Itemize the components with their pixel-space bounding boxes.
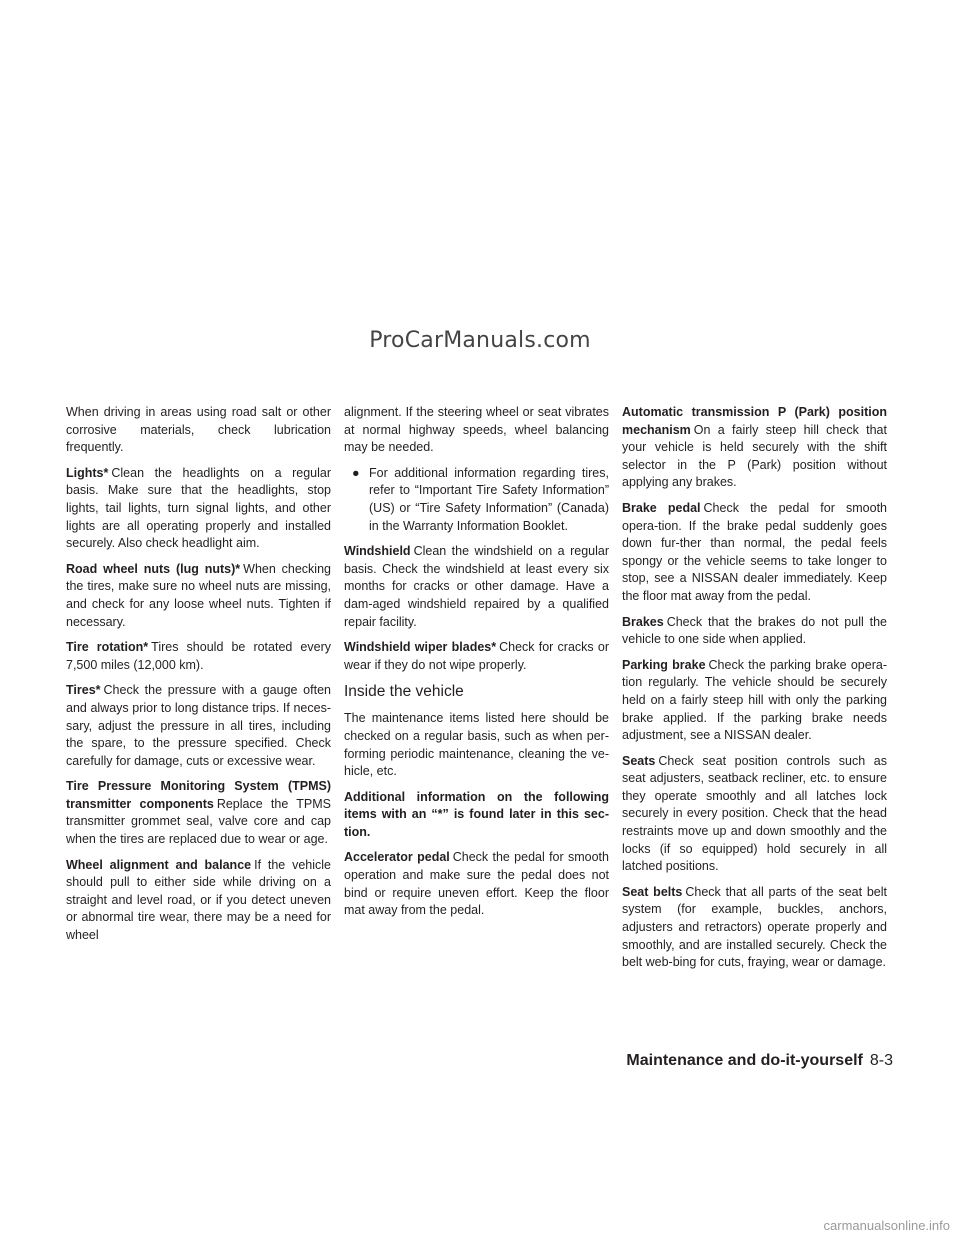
item-term: Automatic transmission P (Park) position mechanism — [622, 405, 887, 437]
item-windshield — [344, 543, 609, 631]
page-footer — [626, 1052, 893, 1070]
item-text: Check that all parts of the seat belt system (for example, buckles, anchors, adjusters and retractors) operate properly and smoothly, and are installed securely. Check the belt web-bing for cuts, fraying, wear or damage. — [622, 884, 888, 970]
item-term: Road wheel nuts (lug nuts)* — [66, 561, 241, 576]
item-tire-rotation — [66, 639, 331, 674]
item-brakes — [622, 614, 887, 649]
item-term: Lights* — [66, 465, 109, 480]
item-text: Check that the brakes do not pull the vehicle to one side when applied. — [622, 614, 887, 647]
bullet-icon: ● — [352, 465, 360, 480]
item-text: Check seat position controls such as seat adjusters, seatback recliner, etc. to ensure they operate smoothly and all latches lock securely in every position. Check that the head restraints move up and down smoothly and the locks (if so equipped) hold securely in all latched positions. — [622, 753, 887, 874]
item-text: Check for cracks or wear if they do not wipe properly. — [344, 640, 609, 672]
watermark-carmanualsonline: carmanualsonline.info — [823, 1218, 950, 1233]
page-number: 8-3 — [869, 1052, 893, 1069]
paragraph-intro: When driving in areas using road salt or other corrosive materials, check lubrication frequently. — [66, 405, 331, 455]
footer-section-title: Maintenance and do-it-yourself — [626, 1052, 863, 1069]
item-term: Brake pedal — [622, 500, 701, 515]
item-seats — [622, 753, 887, 876]
section-heading: Inside the vehicle — [344, 683, 464, 701]
item-term: Windshield wiper blades* — [344, 640, 497, 655]
column-3 — [622, 404, 887, 980]
item-lights — [66, 465, 331, 553]
item-term: Brakes — [622, 614, 664, 629]
item-wiper-blades — [344, 639, 609, 674]
item-term: Wheel alignment and balance — [66, 857, 252, 872]
item-text: Check the pedal for smooth operation and make sure the pedal does not bind or require uneven effort. Keep the floor mat away from the pedal. — [344, 850, 609, 918]
item-text: Tires should be rotated every 7,500 miles (12,000 km). — [66, 640, 331, 672]
item-park-mechanism — [622, 404, 887, 492]
item-text: Check the pressure with a gauge often and always prior to long distance trips. If neces-sary, adjust the pressure in all tires, including the spare, to the pressure specified. Check carefully for damage, cuts or excessive wear. — [66, 683, 331, 768]
item-term: Seats — [622, 753, 656, 768]
bold-note: Additional information on the following items with an “*” is found later in this sec-tion. — [344, 789, 609, 839]
item-text: On a fairly steep hill check that your vehicle is held securely with the shift selector in the P (Park) position without applying any brakes. — [622, 422, 887, 490]
item-tpms — [66, 778, 331, 848]
bullet-item — [344, 465, 609, 535]
column-1 — [66, 404, 331, 953]
item-text: Clean the windshield on a regular basis. Check the windshield at least every six months for cracks or other damage. Have a dam-aged windshield repaired by a qualified repair facility. — [344, 544, 609, 629]
item-text: Check the pedal for smooth opera-tion. If the brake pedal suddenly goes down fur-ther than normal, the pedal feels spongy or the vehicle seems to take longer to stop, see a NISSAN dealer immediately. Keep the floor mat away from the pedal. — [622, 500, 887, 603]
item-text: If the vehicle should pull to either side while driving on a straight and level road, or if you detect uneven or abnormal tire wear, there may be a need for wheel — [66, 857, 331, 943]
column-2 — [344, 404, 609, 928]
paragraph-section-intro: The maintenance items listed here should be checked on a regular basis, such as when per-forming periodic maintenance, cleaning the ve-hicle, etc. — [344, 711, 609, 779]
item-accelerator-pedal — [344, 849, 609, 919]
item-term: Tire Pressure Monitoring System (TPMS) transmitter components — [66, 779, 331, 811]
item-term: Seat belts — [622, 884, 683, 899]
item-text: Check the parking brake opera-tion regularly. The vehicle should be securely held on a fairly steep hill with only the parking brake applied. If the parking brake needs adjustment, see a NISSAN dealer. — [622, 657, 887, 743]
paragraph-bold-note — [344, 789, 609, 842]
item-text: Clean the headlights on a regular basis. Make sure that the headlights, stop lights, tail lights, turn signal lights, and other lights are all operating properly and installed securely. Also check headlight aim. — [66, 465, 331, 551]
item-parking-brake — [622, 657, 887, 745]
item-seat-belts — [622, 884, 887, 972]
item-term: Tires* — [66, 683, 101, 698]
item-brake-pedal — [622, 500, 887, 606]
item-text: When checking the tires, make sure no wheel nuts are missing, and check for any loose wheel nuts. Tighten if necessary. — [66, 561, 331, 629]
bullet-text: For additional information regarding tires, refer to “Important Tire Safety Information” (US) or “Tire Safety Information” (Canada) in the Warranty Information Booklet. — [369, 465, 609, 533]
item-wheel-alignment — [66, 857, 331, 945]
paragraph-continued: alignment. If the steering wheel or seat vibrates at normal highway speeds, wheel balancing may be needed. — [344, 405, 609, 455]
item-term: Accelerator pedal — [344, 850, 450, 865]
item-term: Tire rotation* — [66, 640, 149, 655]
item-term: Parking brake — [622, 657, 706, 672]
item-tires — [66, 682, 331, 770]
item-term: Windshield — [344, 544, 411, 559]
item-lug-nuts — [66, 561, 331, 631]
watermark-procarmanuals: ProCarManuals.com — [369, 328, 591, 353]
item-text: Replace the TPMS transmitter grommet seal, valve core and cap when the tires are replaced due to wear or age. — [66, 796, 331, 847]
